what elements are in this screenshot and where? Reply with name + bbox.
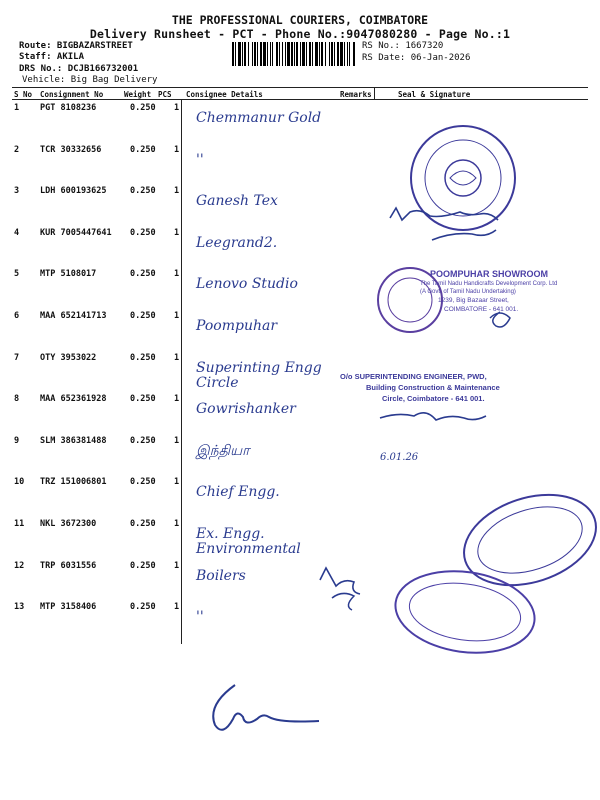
- row-weight: 0.250: [130, 519, 156, 529]
- row-pcs: 1: [174, 561, 180, 571]
- row-pcs: 1: [174, 436, 180, 446]
- row-consignee-handwritten: Ganesh Tex: [196, 193, 278, 209]
- row-weight: 0.250: [130, 477, 156, 487]
- row-pcs: 1: [174, 353, 180, 363]
- barcode-bar: [282, 42, 283, 66]
- row-weight: 0.250: [130, 602, 156, 612]
- signature-scribble-6: [332, 593, 354, 610]
- barcode-bar: [270, 42, 271, 66]
- barcode-bar: [344, 42, 345, 66]
- row-consignee-handwritten: Lenovo Studio: [196, 276, 298, 292]
- signature-scribble-1: [390, 208, 498, 220]
- row-pcs: 1: [174, 519, 180, 529]
- row-pcs: 1: [174, 602, 180, 612]
- signature-scribble-3: [490, 312, 510, 327]
- rs-no-label: RS No.: 1667320: [362, 41, 444, 51]
- row-consignment-no: NKL 3672300: [40, 519, 97, 529]
- row-pcs: 1: [174, 228, 180, 238]
- row-weight: 0.250: [130, 311, 156, 321]
- barcode-bar: [257, 42, 258, 66]
- barcode-bar: [302, 42, 305, 66]
- runsheet-subtitle: Delivery Runsheet - PCT - Phone No.:9047080280 - Page No.:1: [89, 27, 511, 41]
- row-consignment-no: TRP 6031556: [40, 561, 97, 571]
- row-weight: 0.250: [130, 269, 156, 279]
- se-stamp-line1: O/o SUPERINTENDING ENGINEER, PWD,: [340, 372, 487, 381]
- barcode-bar: [235, 42, 236, 66]
- stamps-layer: [180, 100, 600, 720]
- row-consignment-no: PGT 8108236: [40, 103, 97, 113]
- row-pcs: 1: [174, 477, 180, 487]
- row-weight: 0.250: [130, 436, 156, 446]
- barcode-bar: [272, 42, 273, 66]
- oval-stamp-1: [452, 479, 600, 601]
- row-pcs: 1: [174, 311, 180, 321]
- row-pcs: 1: [174, 269, 180, 279]
- row-consignment-no: LDH 600193625: [40, 186, 107, 196]
- signature-scribble-4: [380, 413, 486, 420]
- col-header-remarks: Remarks: [340, 90, 372, 99]
- barcode-bar: [331, 42, 333, 66]
- row-weight: 0.250: [130, 103, 156, 113]
- barcode-bar: [334, 42, 335, 66]
- row-sno: 6: [14, 311, 20, 321]
- row-sno: 7: [14, 353, 20, 363]
- row-sno: 4: [14, 228, 20, 238]
- row-consignment-no: MTP 3158406: [40, 602, 97, 612]
- row-sno: 3: [14, 186, 20, 196]
- poompuhar-stamp-line2: (A Govt. of Tamil Nadu Undertaking): [420, 289, 516, 295]
- poompuhar-stamp-line3: 1239, Big Bazaar Street,: [438, 297, 509, 304]
- barcode-bar: [315, 42, 318, 66]
- row-pcs: 1: [174, 186, 180, 196]
- barcode-bar: [232, 42, 234, 66]
- se-stamp-line2: Building Construction & Maintenance: [366, 383, 500, 392]
- row-consignee-handwritten: Superinting Engg Circle: [196, 360, 322, 391]
- row-weight: 0.250: [130, 394, 156, 404]
- row-sno: 9: [14, 436, 20, 446]
- barcode-bar: [319, 42, 320, 66]
- row-consignee-handwritten: Leegrand2.: [196, 235, 278, 251]
- row-sno: 10: [14, 477, 25, 487]
- poompuhar-stamp-title: POOMPUHAR SHOWROOM: [430, 269, 548, 279]
- row-consignee-handwritten: '': [196, 609, 204, 625]
- row-sno: 13: [14, 602, 25, 612]
- barcode-bar: [287, 42, 290, 66]
- se-stamp-line3: Circle, Coimbatore - 641 001.: [382, 394, 485, 403]
- barcode-bar: [312, 42, 313, 66]
- row-consignment-no: MAA 652141713: [40, 311, 107, 321]
- remarks-divider: [374, 87, 375, 99]
- barcode-bar: [267, 42, 268, 66]
- drs-label: DRS No.: DCJB166732001: [19, 64, 139, 74]
- barcode-bar: [244, 42, 246, 66]
- row-consignment-no: OTY 3953022: [40, 353, 97, 363]
- barcode-bar: [349, 42, 350, 66]
- barcode-bar: [238, 42, 241, 66]
- barcode-bar: [306, 42, 307, 66]
- driver-signature: [195, 670, 335, 750]
- row-consignee-handwritten: Chief Engg.: [196, 484, 280, 500]
- row-consignment-no: KUR 7005447641: [40, 228, 112, 238]
- row-sno: 11: [14, 519, 25, 529]
- row-pcs: 1: [174, 394, 180, 404]
- barcode-bar: [353, 42, 355, 66]
- col-header-sno: S No: [14, 90, 33, 99]
- poompuhar-stamp-line1: The Tamil Nadu Handicrafts Development Corp. Ltd: [420, 281, 558, 287]
- row-sno: 12: [14, 561, 25, 571]
- barcode-bar: [242, 42, 243, 66]
- row-consignment-no: MAA 652361928: [40, 394, 107, 404]
- row-sno: 8: [14, 394, 20, 404]
- row-consignee-handwritten: Chemmanur Gold: [196, 110, 322, 126]
- table-top-rule: [12, 87, 588, 88]
- barcode-bar: [337, 42, 339, 66]
- barcode-bar: [291, 42, 293, 66]
- barcode-bar: [254, 42, 256, 66]
- row-consignment-no: TCR 30332656: [40, 145, 102, 155]
- col-header-consignee: Consignee Details: [186, 90, 263, 99]
- rs-date-label: RS Date: 06-Jan-2026: [362, 53, 471, 63]
- col-header-consignment: Consignment No: [40, 90, 104, 99]
- barcode-bar: [325, 42, 326, 66]
- row-sno: 1: [14, 103, 20, 113]
- row-consignee-handwritten: Poompuhar: [196, 318, 278, 334]
- row-pcs: 1: [174, 103, 180, 113]
- row-consignment-no: TRZ 151006801: [40, 477, 107, 487]
- barcode-bar: [296, 42, 298, 66]
- barcode-bar: [276, 42, 278, 66]
- poompuhar-stamp-line4: COIMBATORE - 641 001.: [444, 306, 519, 313]
- signature-scribble-5: [320, 568, 360, 594]
- row-weight: 0.250: [130, 353, 156, 363]
- row-consignment-no: SLM 386381488: [40, 436, 107, 446]
- barcode-bar: [252, 42, 253, 66]
- barcode-bar: [263, 42, 266, 66]
- barcode-bar: [329, 42, 330, 66]
- barcode-bar: [285, 42, 286, 66]
- oval-stamp-2: [390, 563, 540, 662]
- row-consignee-handwritten: Ex. Engg. Environmental: [196, 526, 301, 557]
- barcode-image: [232, 42, 356, 66]
- row-sno: 5: [14, 269, 20, 279]
- barcode-bar: [248, 42, 249, 66]
- barcode-bar: [300, 42, 301, 66]
- col-header-pcs: PCS: [158, 90, 172, 99]
- row-sno: 2: [14, 145, 20, 155]
- row-consignee-handwritten: இந்தியா: [196, 443, 250, 459]
- date-note-handwritten: 6.01.26: [380, 452, 419, 463]
- col-header-seal: Seal & Signature: [398, 90, 471, 99]
- row-consignee-handwritten: Boilers: [196, 568, 246, 584]
- barcode-bar: [340, 42, 343, 66]
- barcode-bar: [294, 42, 295, 66]
- company-title: THE PROFESSIONAL COURIERS, COIMBATORE: [171, 13, 429, 27]
- row-weight: 0.250: [130, 228, 156, 238]
- row-weight: 0.250: [130, 145, 156, 155]
- barcode-bar: [321, 42, 323, 66]
- row-consignee-handwritten: Gowrishanker: [196, 401, 296, 417]
- barcode-bar: [260, 42, 262, 66]
- staff-label: Staff: AKILA: [19, 52, 85, 62]
- col-header-weight: Weight: [124, 90, 152, 99]
- row-consignee-handwritten: '': [196, 152, 204, 168]
- row-weight: 0.250: [130, 561, 156, 571]
- row-consignment-no: MTP 5108017: [40, 269, 97, 279]
- barcode-bar: [347, 42, 348, 66]
- route-label: Route: BIGBAZARSTREET: [19, 41, 133, 51]
- barcode-bar: [279, 42, 280, 66]
- vehicle-label: Vehicle: Big Bag Delivery: [22, 75, 158, 85]
- signature-scribble-2: [432, 230, 496, 240]
- row-pcs: 1: [174, 145, 180, 155]
- barcode-bar: [309, 42, 311, 66]
- row-weight: 0.250: [130, 186, 156, 196]
